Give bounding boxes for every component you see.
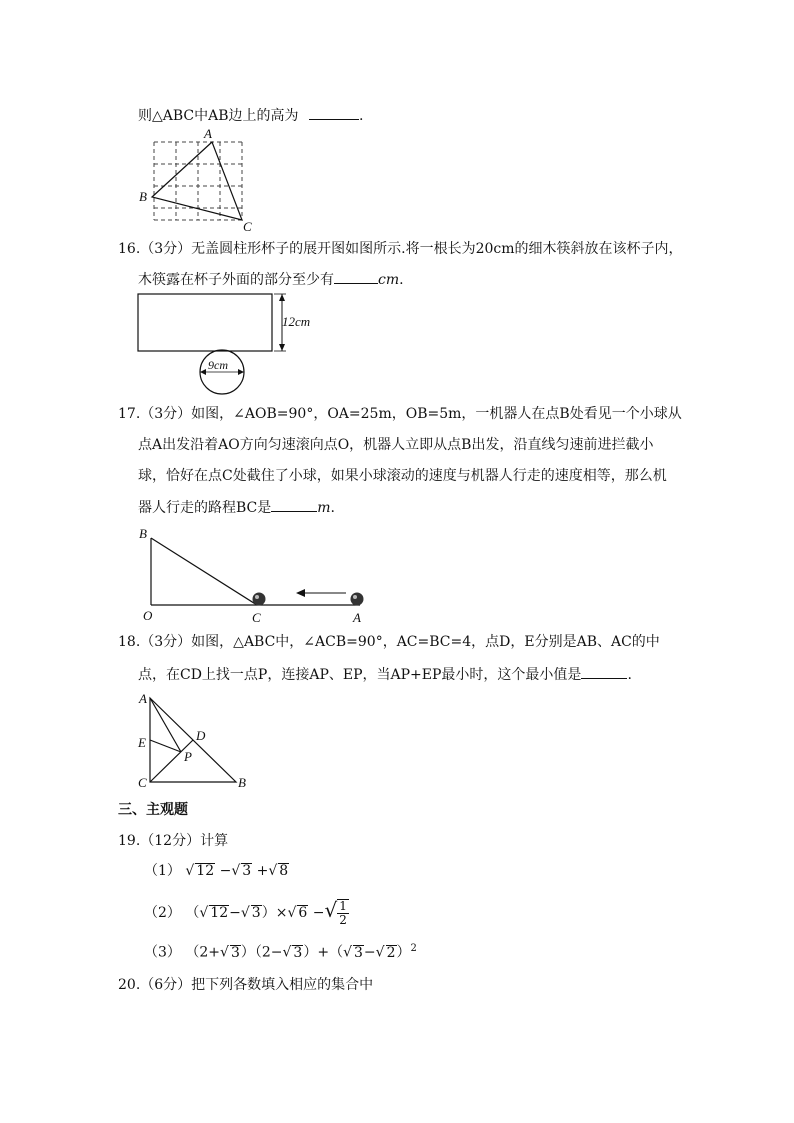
q19-p2-open: （ (185, 905, 200, 921)
q17-text-2: 点A出发沿着AO方向匀速滚向点O，机器人立即从点B出发，沿直线匀速前进拦截小 (138, 437, 654, 453)
section-title: 三、主观题 (118, 802, 188, 818)
q18-tail: . (627, 667, 632, 683)
sqrt-radical-icon: √ (282, 944, 292, 961)
q19-p1-root3: 8 (279, 863, 289, 879)
q18-answer-blank[interactable] (581, 665, 627, 679)
q19-part3 (144, 940, 417, 962)
q19-p1-op1: − (219, 863, 232, 879)
q15-tail: . (359, 108, 364, 124)
q19-p1-root2: 3 (242, 863, 252, 879)
q19-p3-root2: 3 (293, 944, 303, 961)
sqrt-radical-icon: √ (324, 898, 338, 922)
q17-text-4: 器人行走的路程BC是 (138, 500, 272, 516)
q19-p2-fraction-num: 1 (339, 899, 347, 913)
q18-figure (136, 690, 256, 794)
q18-line2 (138, 665, 632, 684)
sqrt-radical-icon: √ (220, 944, 229, 961)
q18-label-b: B (238, 775, 246, 790)
q19-p3-label: （3） (144, 944, 181, 961)
q19-p3-root4: 2 (386, 944, 396, 961)
q19-p3-d: − (363, 944, 376, 961)
q19-title-line (118, 832, 228, 850)
q17-answer-blank[interactable] (271, 498, 317, 512)
q16-answer-blank[interactable] (334, 270, 378, 284)
sqrt-radical-icon: √ (240, 905, 250, 921)
sqrt-radical-icon: √ (343, 944, 352, 961)
q18-line1 (118, 633, 660, 651)
q20-title: 20.（6分）把下列各数填入相应的集合中 (118, 977, 374, 993)
q17-label-c: C (252, 610, 261, 625)
q15-text: 则△ABC中AB边上的高为 (138, 108, 299, 124)
q18-label-e: E (138, 735, 146, 750)
q16-line1 (118, 240, 683, 258)
q16-height-label: 12cm (282, 314, 311, 329)
q17-line3 (138, 467, 667, 485)
q15-figure (138, 128, 250, 234)
q20-title-line (118, 976, 373, 994)
q19-p2-fraction-den: 2 (339, 913, 347, 927)
q17-text-3: 球，恰好在点C处截住了小球，如果小球滚动的速度与机器人行走的速度相等，那么机 (138, 468, 667, 484)
sqrt-radical-icon: √ (231, 863, 241, 879)
q18-label-c: C (138, 775, 147, 790)
q18-text-1: 18.（3分）如图，△ABC中，∠ACB=90°，AC=BC=4，点D，E分别是AB、AC的中 (118, 634, 660, 650)
q17-line4 (138, 498, 335, 517)
q17-label-o: O (143, 608, 153, 623)
q19-p3-root3: 3 (354, 944, 363, 961)
q16-unit: cm (378, 272, 400, 288)
sqrt-radical-icon: √ (287, 905, 297, 921)
q18-label-d: D (196, 728, 206, 743)
q15-text-line (138, 106, 363, 125)
q19-p3-exponent: 2 (410, 943, 417, 954)
q19-p2-close: ）× (261, 905, 288, 921)
q19-p3-root1: 3 (230, 944, 240, 961)
q17-unit: m (317, 500, 331, 516)
q17-figure (138, 524, 378, 626)
section-heading (118, 801, 188, 819)
q15-label-a: A (204, 126, 212, 141)
q19-p1-op2: + (256, 863, 269, 879)
q19-p3-b: ）（2− (240, 944, 283, 961)
q16-figure (136, 290, 326, 400)
q19-p2-root3: 6 (298, 905, 308, 921)
q19-p2-root2: 3 (251, 905, 261, 921)
q18-label-p: P (184, 749, 192, 764)
q19-part1 (144, 862, 289, 880)
sqrt-radical-icon: √ (375, 944, 385, 961)
q19-p1-label: （1） (144, 863, 181, 879)
q17-label-a: A (353, 610, 361, 625)
sqrt-radical-icon: √ (268, 863, 278, 879)
q16-tail: . (399, 272, 404, 288)
q17-line1 (118, 405, 682, 423)
sqrt-radical-icon: √ (185, 863, 195, 879)
q16-text-1: 16.（3分）无盖圆柱形杯子的展开图如图所示.将一根长为20cm的细木筷斜放在该杯子内， (118, 241, 683, 257)
q16-line2 (138, 270, 404, 289)
q19-p1-root1: 12 (196, 863, 215, 879)
q17-tail: . (330, 500, 335, 516)
q18-text-2: 点，在CD上找一点P，连接AP、EP，当AP+EP最小时，这个最小值是 (138, 667, 582, 683)
q15-label-b: B (139, 189, 147, 204)
q19-p2-op3: − (312, 905, 325, 921)
q19-part2 (144, 898, 349, 927)
q15-label-c: C (243, 219, 252, 234)
q15-answer-blank[interactable] (309, 106, 359, 120)
sqrt-radical-icon: √ (199, 905, 209, 921)
q19-title: 19.（12分）计算 (118, 833, 229, 849)
q16-diameter-label: 9cm (208, 358, 228, 372)
q19-p3-c: ）+（ (303, 944, 344, 961)
q19-p2-label: （2） (144, 905, 181, 921)
q17-label-b: B (139, 526, 147, 541)
q19-p2-root1: 12 (210, 905, 229, 921)
q17-line2 (138, 436, 653, 454)
q18-label-a: A (139, 691, 147, 706)
q19-p3-e: ） (396, 944, 411, 961)
q19-p2-fraction (337, 899, 349, 927)
q19-p2-op1: − (229, 905, 241, 921)
q19-p3-a: （2+ (185, 944, 221, 961)
q16-text-2: 木筷露在杯子外面的部分至少有 (138, 272, 334, 288)
q17-text-1: 17.（3分）如图，∠AOB=90°，OA=25m，OB=5m，一机器人在点B处看见一个小球从 (118, 406, 682, 422)
